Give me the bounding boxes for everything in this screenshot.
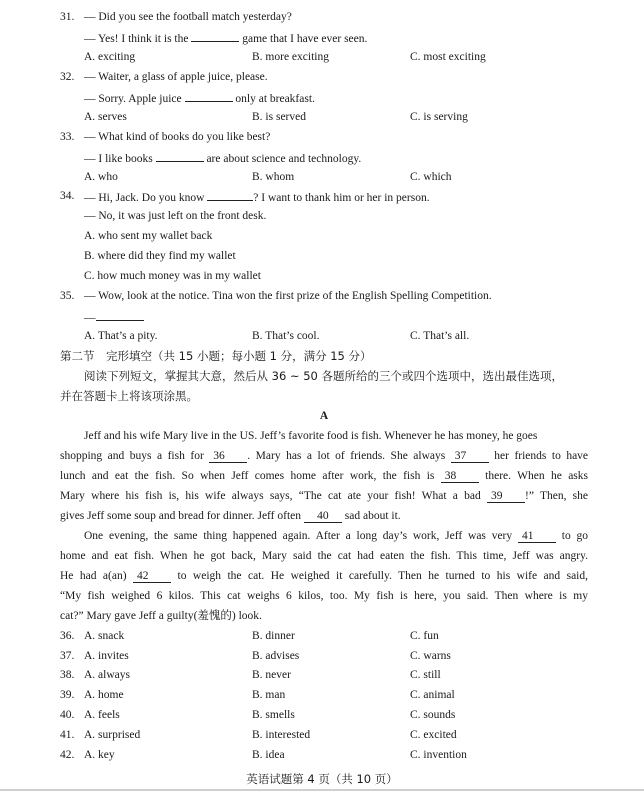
passage-p1-line5 <box>60 509 401 523</box>
q34-response: — No, it was just left on the front desk. <box>84 210 267 222</box>
q31-number: 31. <box>60 11 75 23</box>
q32-response-a: — Sorry. Apple juice <box>84 93 182 105</box>
q41-option-a: A. surprised <box>84 729 141 741</box>
q32-option-a: A. serves <box>84 111 127 123</box>
passage-p1-line3 <box>60 469 588 483</box>
passage-p1-line2 <box>60 449 588 463</box>
q33-option-a: A. who <box>84 171 118 183</box>
q31-response-a: — Yes! I think it is the <box>84 33 189 45</box>
q35-response <box>84 309 144 325</box>
q40-option-b: B. smells <box>252 709 295 721</box>
q41-number: 41. <box>60 729 75 741</box>
q35-option-c: C. That’s all. <box>410 330 470 342</box>
q32-response-b: only at breakfast. <box>235 93 315 105</box>
passage-text: !” Then, she <box>524 490 589 502</box>
q33-response-b: are about science and technology. <box>206 153 362 165</box>
passage-text: . Mary has a lot of friends. She always <box>247 450 446 462</box>
q38-option-b: B. never <box>252 669 291 681</box>
q33-blank <box>156 150 204 162</box>
q35-option-b: B. That’s cool. <box>252 330 320 342</box>
section-instruction-2: 并在答题卡上将该项涂黑。 <box>60 389 198 403</box>
q31-option-c: C. most exciting <box>410 51 486 63</box>
q35-blank <box>96 309 144 321</box>
passage-text: One evening, the same thing happened again. After a long day’s work, Jeff was very <box>84 530 513 542</box>
q37-option-a: A. invites <box>84 650 129 662</box>
passage-heading: A <box>319 410 329 422</box>
q37-number: 37. <box>60 650 75 662</box>
q39-option-c: C. animal <box>410 689 455 701</box>
blank-40: 40 <box>304 510 342 523</box>
q31-blank <box>191 30 239 42</box>
q32-option-b: B. is served <box>252 111 306 123</box>
passage-p2-line1 <box>84 529 588 543</box>
q39-number: 39. <box>60 689 75 701</box>
q33-stem: — What kind of books do you like best? <box>84 131 271 143</box>
q36-option-b: B. dinner <box>252 630 295 642</box>
passage-text: sad about it. <box>344 510 401 522</box>
q32-stem: — Waiter, a glass of apple juice, please. <box>84 71 268 83</box>
q36-option-a: A. snack <box>84 630 125 642</box>
q36-number: 36. <box>60 630 75 642</box>
q42-option-a: A. key <box>84 749 115 761</box>
blank-38: 38 <box>441 470 479 483</box>
q36-option-c: C. fun <box>410 630 439 642</box>
passage-p1-line4 <box>60 489 588 503</box>
passage-text: there. When he asks <box>485 470 589 482</box>
passage-p2-line2: home and eat fish. When he got back, Mary said the cat had eaten the fish. This time, Jeff was angry. <box>60 550 588 562</box>
q34-option-c: C. how much money was in my wallet <box>84 270 261 282</box>
q34-stem <box>84 189 430 205</box>
q34-stem-b: ? I want to thank him or her in person. <box>253 192 430 204</box>
q34-number: 34. <box>60 190 75 202</box>
q34-stem-a: — Hi, Jack. Do you know <box>84 192 205 204</box>
section-title: 第二节 完形填空（共 15 小题；每小题 1 分，满分 15 分） <box>60 349 372 363</box>
q35-number: 35. <box>60 290 75 302</box>
q40-number: 40. <box>60 709 75 721</box>
q37-option-b: B. advises <box>252 650 300 662</box>
q38-option-c: C. still <box>410 669 441 681</box>
passage-p2-line4: “My fish weighed 6 kilos. This cat weighs 6 kilos, too. My fish is here, you said. Then where is my <box>60 590 588 602</box>
q38-number: 38. <box>60 669 75 681</box>
q33-response <box>84 150 361 166</box>
q33-number: 33. <box>60 131 75 143</box>
q31-response-b: game that I have ever seen. <box>242 33 368 45</box>
blank-42: 42 <box>133 570 171 583</box>
q33-option-b: B. whom <box>252 171 295 183</box>
passage-text: Mary where his fish is, his wife always says, “The cat ate your fish! What a bad <box>60 490 481 502</box>
q41-option-c: C. excited <box>410 729 457 741</box>
q32-number: 32. <box>60 71 75 83</box>
passage-p1-line1: Jeff and his wife Mary live in the US. Jeff’s favorite food is fish. Whenever he has money, he goes <box>84 430 538 442</box>
q35-stem: — Wow, look at the notice. Tina won the first prize of the English Spelling Competition. <box>84 290 492 302</box>
blank-41: 41 <box>518 530 556 543</box>
passage-p2-line3 <box>60 569 588 583</box>
q35-dash: — <box>84 312 96 324</box>
passage-text: gives Jeff some soup and bread for dinner. Jeff often <box>60 510 302 522</box>
blank-36: 36 <box>209 450 247 463</box>
q42-option-b: B. idea <box>252 749 285 761</box>
q40-option-c: C. sounds <box>410 709 456 721</box>
q31-option-b: B. more exciting <box>252 51 329 63</box>
passage-text: to go <box>561 530 589 542</box>
q42-option-c: C. invention <box>410 749 467 761</box>
q41-option-b: B. interested <box>252 729 311 741</box>
passage-text: He had a(an) <box>60 570 127 582</box>
q32-response <box>84 90 315 106</box>
q33-response-a: — I like books <box>84 153 153 165</box>
q31-stem: — Did you see the football match yesterday? <box>84 11 292 23</box>
q32-option-c: C. is serving <box>410 111 468 123</box>
q38-option-a: A. always <box>84 669 130 681</box>
page-bottom-divider <box>0 789 644 791</box>
q35-option-a: A. That’s a pity. <box>84 330 158 342</box>
passage-text: lunch and eat the fish. So when Jeff comes home after work, the fish is <box>60 470 435 482</box>
q40-option-a: A. feels <box>84 709 120 721</box>
q34-blank <box>207 189 253 201</box>
q34-option-b: B. where did they find my wallet <box>84 250 236 262</box>
passage-text: to weigh the cat. He weighed it carefully. Then he turned to his wife and said, <box>177 570 589 582</box>
blank-39: 39 <box>487 490 525 503</box>
q31-response <box>84 30 367 46</box>
passage-p2-line5: cat?” Mary gave Jeff a guilty(羞愧的) look. <box>60 610 262 622</box>
q39-option-a: A. home <box>84 689 124 701</box>
page-footer: 英语试题第 4 页（共 10 页） <box>246 772 398 786</box>
q32-blank <box>185 90 233 102</box>
q31-option-a: A. exciting <box>84 51 136 63</box>
q33-option-c: C. which <box>410 171 452 183</box>
q39-option-b: B. man <box>252 689 286 701</box>
passage-text: shopping and buys a fish for <box>60 450 204 462</box>
q37-option-c: C. warns <box>410 650 451 662</box>
q34-option-a: A. who sent my wallet back <box>84 230 213 242</box>
blank-37: 37 <box>451 450 489 463</box>
passage-text: her friends to have <box>494 450 589 462</box>
section-instruction-1: 阅读下列短文，掌握其大意，然后从 36 ~ 50 各题所给的三个或四个选项中，选出最佳选项， <box>84 369 564 383</box>
q42-number: 42. <box>60 749 75 761</box>
